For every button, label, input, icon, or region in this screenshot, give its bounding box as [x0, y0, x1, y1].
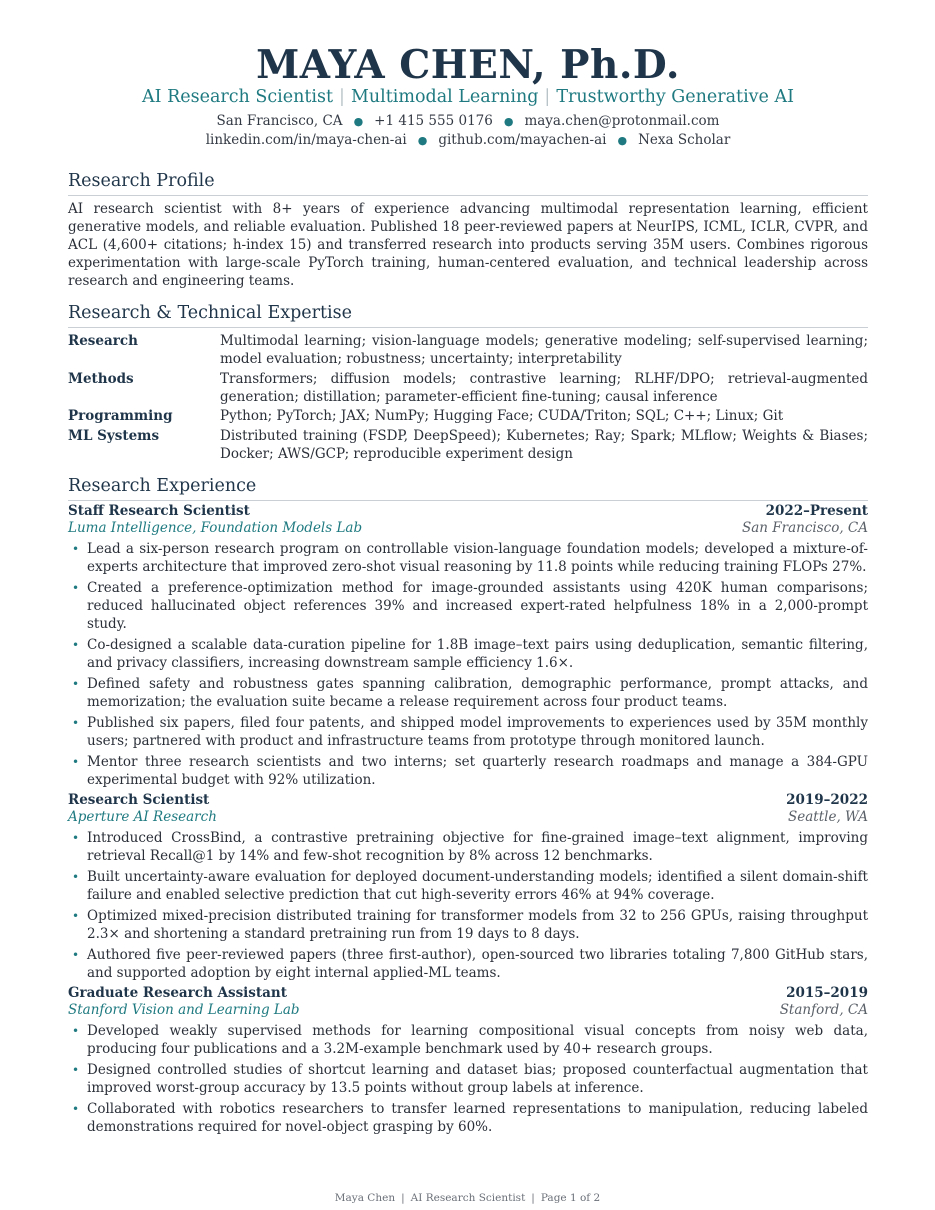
contact-location: San Francisco, CA [216, 113, 343, 129]
contact-phone[interactable]: +1 415 555 0176 [374, 113, 493, 129]
expertise-value: Python; PyTorch; JAX; NumPy; Hugging Face; CUDA/Triton; SQL; C++; Linux; Git [220, 408, 784, 424]
bullet-item: • Mentor three research scientists and two interns; set quarterly research roadmaps and manage a 384-GPU experimental budget with 92% utilization. [68, 753, 868, 789]
headline [68, 86, 868, 108]
job-entry [68, 985, 868, 1136]
expertise-value: Distributed training (FSDP, DeepSpeed); Kubernetes; Ray; Spark; MLflow; Weights & Biases; Docker; AWS/GCP; reproducible experiment design [220, 427, 868, 462]
job-organization: Aperture AI Research [68, 808, 217, 825]
headline-role: AI Research Scientist [141, 87, 334, 107]
headline-focus-2: Trustworthy Generative AI [556, 87, 795, 107]
footer-separator: | [531, 1192, 535, 1204]
contact-line-1 [68, 112, 868, 131]
bullet-item: • Defined safety and robustness gates spanning calibration, demographic performance, prompt attacks, and memorization; the evaluation suite became a release requirement across four product teams. [68, 675, 868, 711]
footer-title: AI Research Scientist [410, 1192, 526, 1204]
profile-summary: AI research scientist with 8+ years of experience advancing multimodal representation learning, efficient generative models, and reliable evaluation. Published 18 peer-reviewed papers at NeurIPS, ICML, ICLR, CVPR, and ACL (4,600+ citations; h-index 15) and transferred research into products serving 35M users. Combines rigorous experimentation with large-scale PyTorch training, human-centered evaluation, and technical leadership across research and engineering teams. [68, 201, 868, 289]
footer-separator: | [401, 1192, 405, 1204]
section-title-experience: Research Experience [68, 475, 868, 501]
bullet-separator: ● [617, 134, 628, 147]
section-title-profile: Research Profile [68, 170, 868, 196]
job-entry [68, 792, 868, 982]
contact-scholar-link[interactable]: Nexa Scholar [638, 132, 731, 148]
expertise-row [68, 407, 868, 425]
footer-name: Maya Chen [334, 1192, 396, 1204]
headline-separator: | [339, 87, 345, 107]
expertise-label: ML Systems [68, 427, 160, 444]
job-subheader [68, 809, 868, 826]
job-entry [68, 503, 868, 789]
bullet-item: • Developed weakly supervised methods for learning compositional visual concepts from noisy web data, producing four publications and a 3.2M-example benchmark used by 40+ research groups. [68, 1022, 868, 1058]
bullet-item: • Co-designed a scalable data-curation pipeline for 1.8B image–text pairs using deduplication, semantic filtering, and privacy classifiers, increasing downstream sample efficiency 1.6×. [68, 636, 868, 672]
headline-separator: | [544, 87, 551, 107]
bullet-item: • Published six papers, filed four patents, and shipped model improvements to experiences used by 35M monthly users; partnered with product and infrastructure teams from prototype through monitored launch. [68, 714, 868, 750]
job-location: Stanford, CA [779, 1001, 868, 1018]
bullet-item: • Optimized mixed-precision distributed training for transformer models from 32 to 256 GPUs, raising throughput 2.3× and shortening a standard pretraining run from 19 days to 8 days. [68, 907, 868, 943]
job-role: Graduate Research Assistant [68, 984, 287, 1001]
job-role: Research Scientist [68, 791, 210, 808]
expertise-label: Methods [68, 370, 134, 387]
job-header [68, 792, 868, 809]
page-footer [0, 1191, 935, 1205]
bullet-item: • Built uncertainty-aware evaluation for deployed document-understanding models; identified a silent domain-shift failure and enabled selective prediction that cut high-severity errors 46% at 94% coverage. [68, 868, 868, 904]
resume-page [68, 40, 868, 1139]
expertise-row [68, 427, 868, 463]
job-dates: 2019–2022 [786, 791, 868, 808]
bullet-item: • Authored five peer-reviewed papers (three first-author), open-sourced two libraries totaling 7,800 GitHub stars, and supported adoption by eight internal applied-ML teams. [68, 946, 868, 982]
candidate-name: MAYA CHEN, Ph.D. [256, 42, 680, 88]
job-subheader [68, 1002, 868, 1019]
contact-github-link[interactable]: github.com/mayachen-ai [438, 132, 607, 148]
footer-page-number: Page 1 of 2 [540, 1192, 601, 1204]
job-location: Seattle, WA [788, 808, 868, 825]
bullet-separator: ● [503, 115, 514, 128]
job-location: San Francisco, CA [741, 519, 868, 536]
expertise-row [68, 332, 868, 368]
expertise-label: Programming [68, 408, 173, 424]
job-bullets [68, 540, 868, 789]
job-bullets [68, 829, 868, 982]
contact-line-2 [68, 131, 868, 150]
job-header [68, 503, 868, 520]
job-dates: 2015–2019 [786, 984, 868, 1001]
contact-linkedin-link[interactable]: linkedin.com/in/maya-chen-ai [205, 132, 407, 148]
bullet-separator: ● [353, 115, 364, 128]
expertise-row [68, 370, 868, 406]
contact-email[interactable]: maya.chen@protonmail.com [524, 113, 720, 129]
job-role: Staff Research Scientist [68, 502, 250, 519]
job-subheader [68, 520, 868, 537]
bullet-item: • Collaborated with robotics researchers to transfer learned representations to manipulation, reducing labeled demonstrations required for novel-object grasping by 60%. [68, 1100, 868, 1136]
bullet-item: • Lead a six-person research program on controllable vision-language foundation models; developed a mixture-of-experts architecture that improved zero-shot visual reasoning by 11.8 points while reducing training FLOPs 27%. [68, 540, 868, 576]
expertise-label: Research [68, 333, 138, 349]
bullet-item: • Introduced CrossBind, a contrastive pretraining objective for fine-grained image–text alignment, improving retrieval Recall@1 by 14% and few-shot recognition by 8% across 12 benchmarks. [68, 829, 868, 865]
expertise-value: Transformers; diffusion models; contrastive learning; RLHF/DPO; retrieval-augmented generation; distillation; parameter-efficient fine-tuning; causal inference [220, 370, 868, 405]
job-organization: Luma Intelligence, Foundation Models Lab [68, 519, 363, 536]
bullet-separator: ● [417, 134, 428, 147]
job-bullets [68, 1022, 868, 1136]
bullet-item: • Created a preference-optimization method for image-grounded assistants using 420K human comparisons; reduced hallucinated object references 39% and increased expert-rated helpfulness 18% in a 2,000-prompt study. [68, 579, 868, 633]
expertise-value: Multimodal learning; vision-language models; generative modeling; self-supervised learning; model evaluation; robustness; uncertainty; interpretability [220, 333, 868, 367]
section-title-expertise: Research & Technical Expertise [68, 302, 868, 328]
job-organization: Stanford Vision and Learning Lab [68, 1001, 300, 1018]
headline-focus-1: Multimodal Learning [350, 87, 539, 107]
job-header [68, 985, 868, 1002]
job-dates: 2022–Present [765, 502, 868, 519]
expertise-table [68, 332, 868, 463]
bullet-item: • Designed controlled studies of shortcut learning and dataset bias; proposed counterfactual augmentation that improved worst-group accuracy by 13.5 points without group labels at inference. [68, 1061, 868, 1097]
